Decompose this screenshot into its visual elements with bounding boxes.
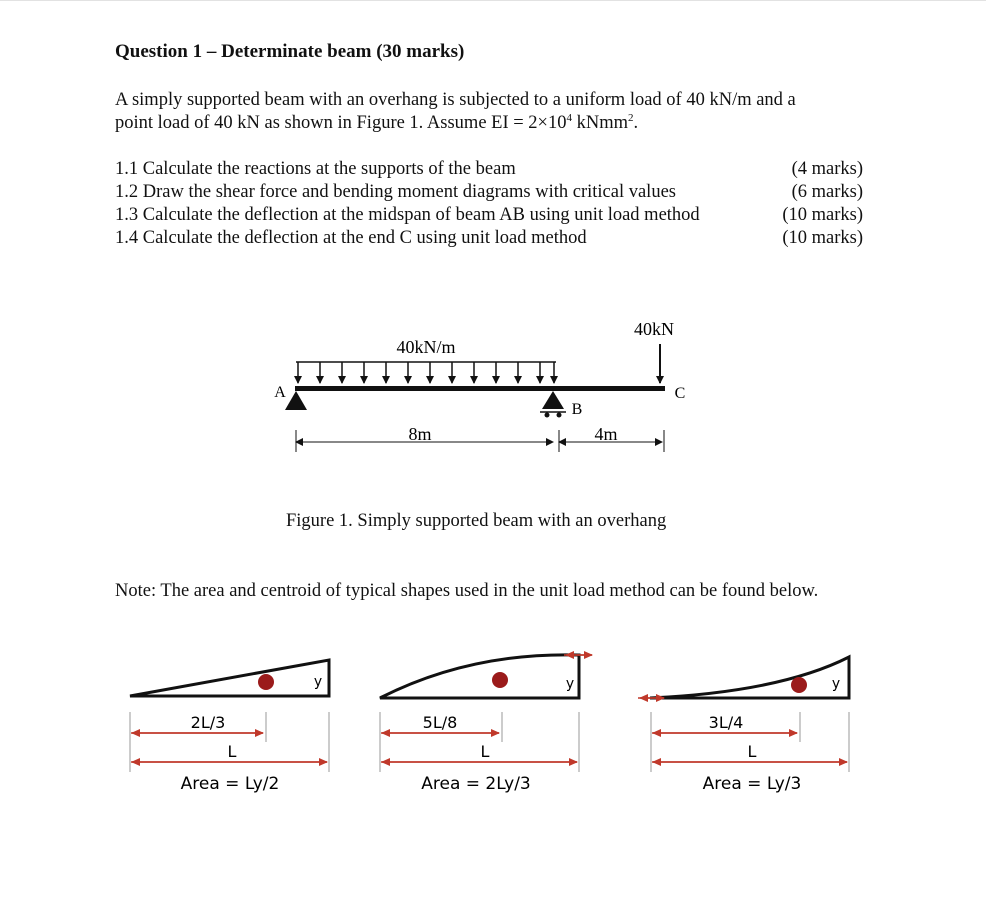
area-label: Area = Ly/3 (702, 774, 802, 794)
length-label: L (747, 742, 757, 761)
label-b: B (571, 401, 583, 418)
question-item-marks: (10 marks) (782, 205, 863, 225)
centroid-dot (258, 674, 274, 690)
support-b-roller (542, 391, 564, 409)
centroid-label: 2L/3 (190, 713, 226, 732)
label-c: C (674, 385, 686, 402)
area-label: Area = 2Ly/3 (421, 774, 531, 794)
length-label: L (227, 742, 237, 761)
problem-line-1: A simply supported beam with an overhang is subjected to a uniform load of 40 kN/m and a (115, 90, 796, 110)
question-title: Question 1 – Determinate beam (30 marks) (115, 41, 465, 62)
udl-label: 40kN/m (396, 337, 456, 357)
centroid-label: 5L/8 (422, 713, 458, 732)
ei-unit-exponent: 2 (628, 111, 634, 124)
ei-period: . (633, 113, 639, 133)
spandrel-outline (650, 657, 849, 698)
length-label: L (480, 742, 490, 761)
span-bc-label: 4m (594, 424, 618, 444)
roller-wheel (557, 413, 562, 418)
span-ab-label: 8m (408, 424, 432, 444)
height-label: y (831, 676, 841, 692)
ei-unit: kNmm (571, 113, 628, 133)
height-label: y (565, 676, 575, 692)
ei-exponent: 4 (566, 111, 572, 124)
parabola-outline (380, 655, 579, 698)
area-label: Area = Ly/2 (180, 774, 280, 794)
question-item-text: 1.3 Calculate the deflection at the midspan of beam AB using unit load method (115, 205, 700, 225)
question-item-marks: (10 marks) (782, 228, 863, 248)
udl-arrows (298, 362, 554, 383)
centroid-dot (791, 677, 807, 693)
beam (295, 386, 665, 391)
support-a-pin (285, 391, 307, 410)
question-item-text: 1.1 Calculate the reactions at the supports of the beam (115, 159, 516, 179)
figure-caption: Figure 1. Simply supported beam with an overhang (286, 511, 667, 531)
roller-wheel (545, 413, 550, 418)
centroid-label: 3L/4 (708, 713, 744, 732)
shape-parabola-convex (638, 657, 849, 794)
question-item-marks: (4 marks) (791, 159, 863, 179)
note-text: Note: The area and centroid of typical shapes used in the unit load method can be found below. (115, 581, 819, 601)
triangle-outline (130, 660, 329, 696)
shape-parabola-concave (380, 655, 592, 794)
label-a: A (274, 384, 286, 401)
question-item-text: 1.2 Draw the shear force and bending moment diagrams with critical values (115, 182, 676, 202)
shape-triangle (130, 660, 329, 794)
question-item-text: 1.4 Calculate the deflection at the end C using unit load method (115, 228, 587, 248)
centroid-dot (492, 672, 508, 688)
height-label: y (313, 674, 323, 690)
question-item-marks: (6 marks) (791, 182, 863, 202)
problem-line-2-text: point load of 40 kN as shown in Figure 1. Assume EI = 2×10 (115, 113, 567, 133)
point-load-label: 40kN (634, 319, 674, 339)
